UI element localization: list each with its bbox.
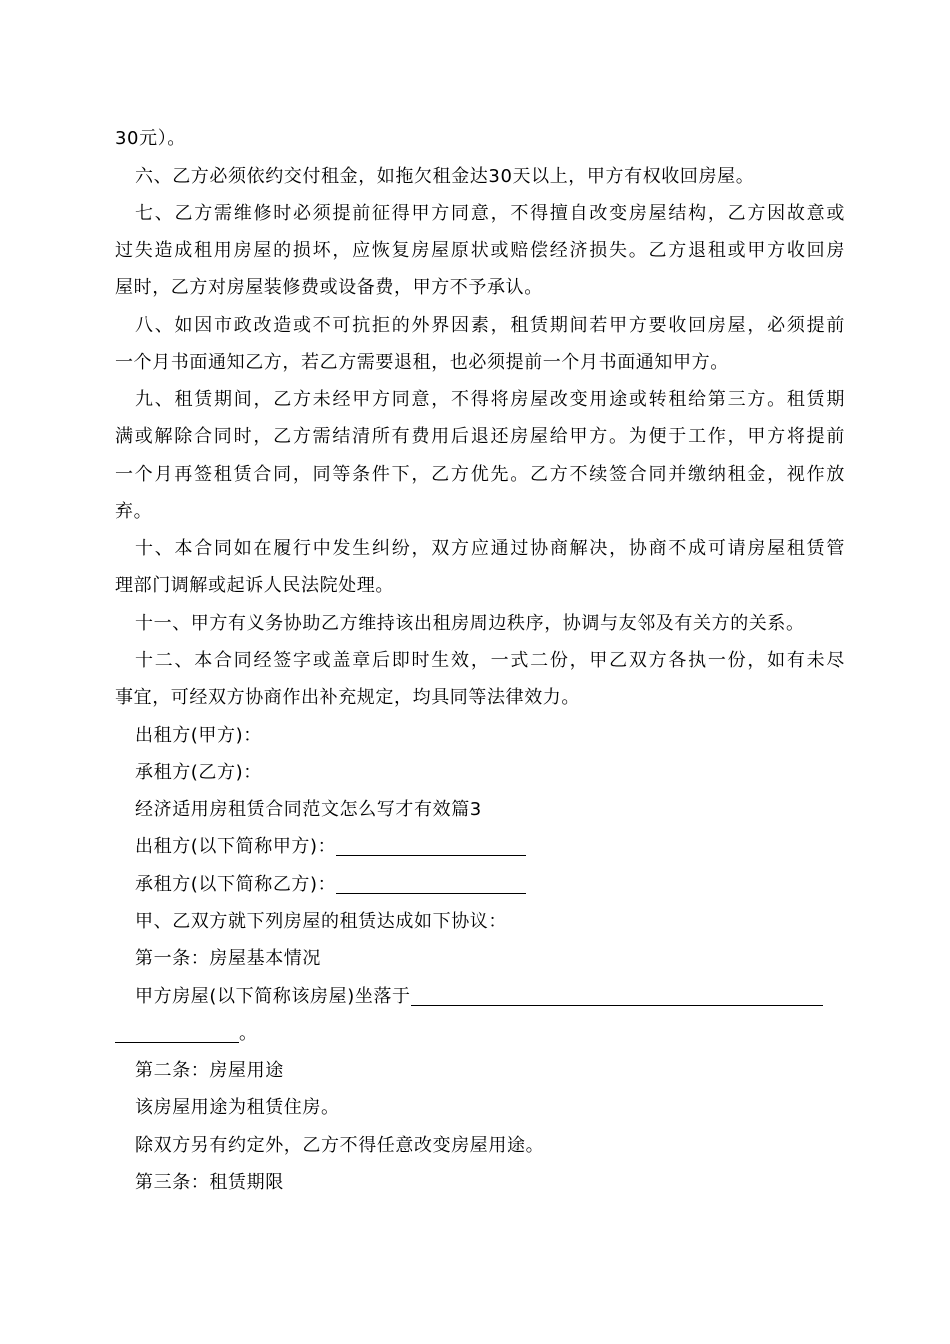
text-line: 一个月书面通知乙方，若乙方需要退租，也必须提前一个月书面通知甲方。 [115,352,729,373]
lessor-blank [336,835,526,856]
lessee-field-row [135,866,845,903]
agreement-intro: 甲、乙双方就下列房屋的租赁达成如下协议： [135,911,507,932]
address-continuation-row [115,1015,845,1052]
lessor-label: 出租方(甲方)： [135,725,262,746]
address-field-row [135,978,845,1015]
lessee-blank [336,873,526,894]
text-line: 屋时，乙方对房屋装修费或设备费，甲方不予承认。 [115,277,543,298]
text-line: 一个月再签租赁合同，同等条件下，乙方优先。乙方不续签合同并缴纳租金，视作放 [115,464,845,485]
clause-10: 十、本合同如在履行中发生纠纷，双方应通过协商解决，协商不成可请房屋租赁管 [135,538,845,559]
clause-12: 十二、本合同经签字或盖章后即时生效，一式二份，甲乙双方各执一份，如有未尽 [135,650,845,671]
clause-11: 十一、甲方有义务协助乙方维持该出租房周边秩序，协调与友邻及有关方的关系。 [135,613,805,634]
address-blank-continued [115,1022,239,1043]
text-line: 该房屋用途为租赁住房。 [135,1097,340,1118]
clause-7: 七、乙方需维修时必须提前征得甲方同意，不得擅自改变房屋结构，乙方因故意或 [135,203,845,224]
address-blank [411,985,823,1006]
clause-9: 九、租赁期间，乙方未经甲方同意，不得将房屋改变用途或转租给第三方。租赁期 [135,389,845,410]
text-line: 弃。 [115,501,153,522]
lessor-field-row [135,828,845,865]
lessor-field-label: 出租方(以下简称甲方)： [135,836,337,857]
section-heading: 经济适用房租赁合同范文怎么写才有效篇3 [135,799,482,820]
text-line: 理部门调解或起诉人民法院处理。 [115,575,394,596]
address-field-label: 甲方房屋(以下简称该房屋)坐落于 [135,986,411,1007]
text-line: 满或解除合同时，乙方需结清所有费用后退还房屋给甲方。为便于工作，甲方将提前 [115,426,845,447]
text-line: 事宜，可经双方协商作出补充规定，均具同等法律效力。 [115,687,580,708]
lessee-field-label: 承租方(以下简称乙方)： [135,874,337,895]
clause-8: 八、如因市政改造或不可抗拒的外界因素，租赁期间若甲方要收回房屋，必须提前 [135,315,845,336]
period-mark: 。 [239,1023,258,1044]
text-line: 除双方另有约定外，乙方不得任意改变房屋用途。 [135,1135,545,1156]
text-line: 过失造成租用房屋的损坏，应恢复房屋原状或赔偿经济损失。乙方退租或甲方收回房 [115,240,845,261]
article-1-heading: 第一条：房屋基本情况 [135,948,321,969]
clause-6: 六、乙方必须依约交付租金，如拖欠租金达30天以上，甲方有权收回房屋。 [135,166,755,187]
article-2-heading: 第二条：房屋用途 [135,1060,284,1081]
text-line: 30元）。 [115,128,186,149]
article-3-heading: 第三条：租赁期限 [135,1172,284,1193]
lessee-label: 承租方(乙方)： [135,762,262,783]
